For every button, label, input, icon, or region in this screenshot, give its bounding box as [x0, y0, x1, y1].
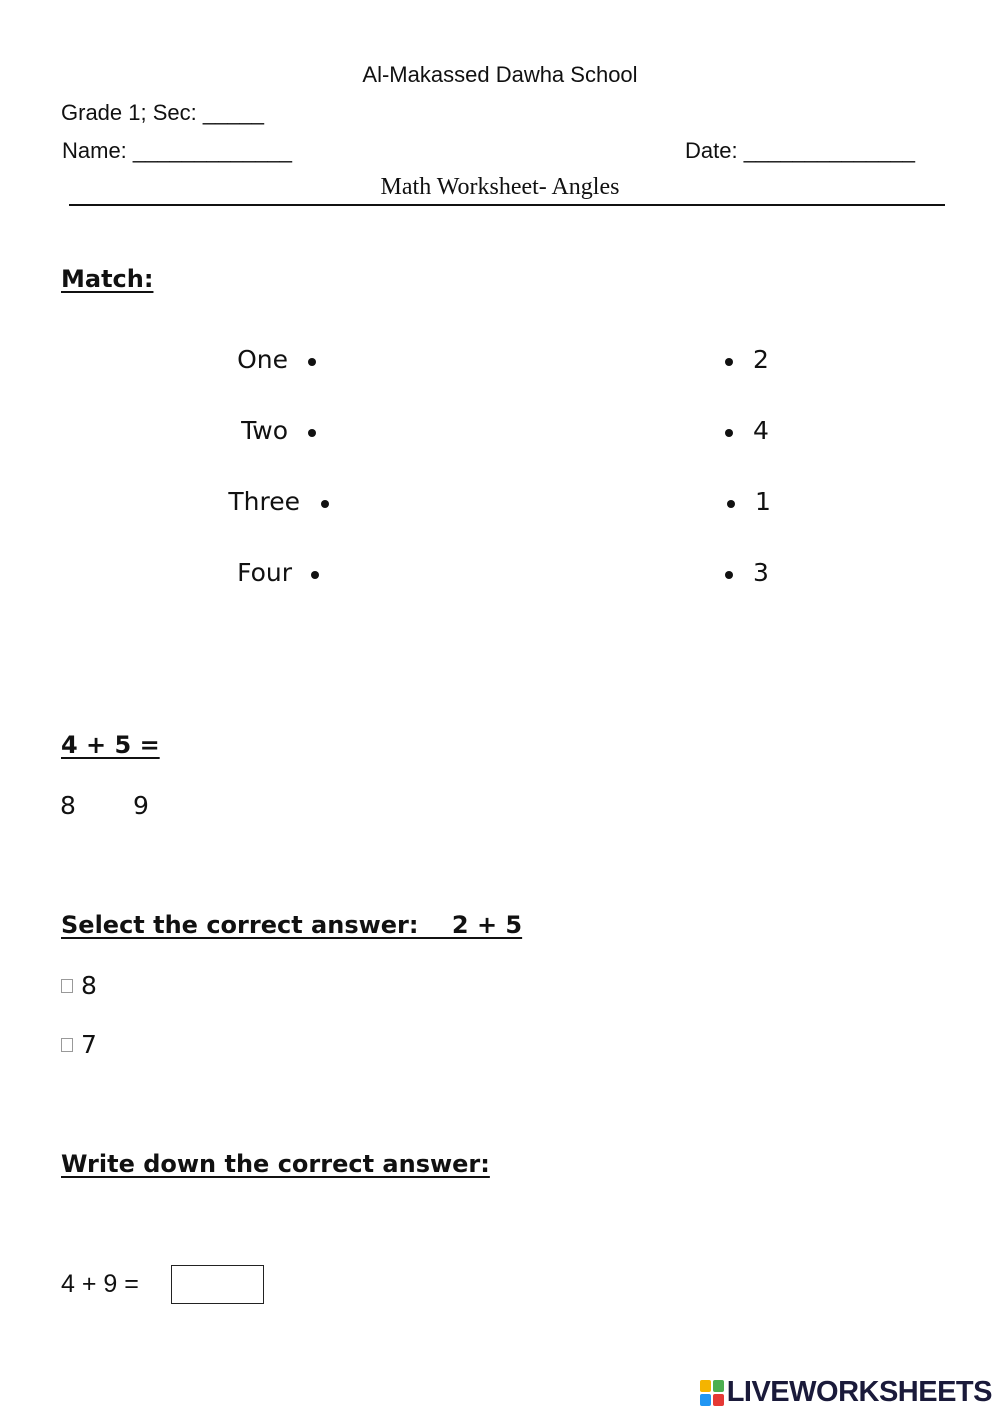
match-right-dot-2[interactable]: [725, 429, 733, 437]
select-option-row-1[interactable]: [61, 971, 97, 1000]
sum-option-1[interactable]: 8: [60, 791, 76, 820]
sum-option-2[interactable]: 9: [133, 791, 149, 820]
match-left-word-2: Two: [241, 416, 288, 445]
grade-section-line: Grade 1; Sec: _____: [61, 100, 265, 125]
match-right-number-4: 3: [753, 558, 769, 587]
match-right-dot-4[interactable]: [725, 571, 733, 579]
school-name: Al-Makassed Dawha School: [362, 62, 638, 87]
header-divider: [69, 204, 945, 206]
checkbox-icon[interactable]: [61, 1038, 73, 1052]
liveworksheets-logo-icon: [700, 1380, 724, 1406]
worksheet-title: Math Worksheet- Angles: [380, 174, 620, 200]
checkbox-icon[interactable]: [61, 979, 73, 993]
match-left-dot-2[interactable]: [308, 429, 316, 437]
select-option-label-2: 7: [81, 1030, 97, 1059]
match-right-number-2: 4: [753, 416, 769, 445]
match-left-dot-1[interactable]: [308, 358, 316, 366]
liveworksheets-wordmark: LIVEWORKSHEETS: [726, 1376, 992, 1408]
select-option-label-1: 8: [81, 971, 97, 1000]
select-option-row-2[interactable]: [61, 1030, 97, 1059]
match-left-dot-3[interactable]: [321, 500, 329, 508]
match-right-dot-1[interactable]: [725, 358, 733, 366]
match-right-number-1: 2: [753, 345, 769, 374]
sum-question-heading: 4 + 5 =: [61, 731, 160, 759]
match-left-word-3: Three: [228, 487, 300, 516]
match-left-word-1: One: [237, 345, 288, 374]
liveworksheets-brand: [700, 1376, 992, 1409]
match-heading: Match:: [61, 265, 154, 293]
match-left-dot-4[interactable]: [311, 571, 319, 579]
date-line: Date: ______________: [685, 138, 915, 163]
answer-input-box[interactable]: [171, 1265, 264, 1304]
write-heading: Write down the correct answer:: [61, 1150, 490, 1178]
name-line: Name: _____________: [62, 138, 292, 163]
match-right-number-3: 1: [755, 487, 771, 516]
match-right-dot-3[interactable]: [727, 500, 735, 508]
write-equation: 4 + 9 =: [61, 1270, 139, 1298]
select-heading: Select the correct answer: 2 + 5: [61, 911, 523, 939]
match-left-word-4: Four: [237, 558, 292, 587]
